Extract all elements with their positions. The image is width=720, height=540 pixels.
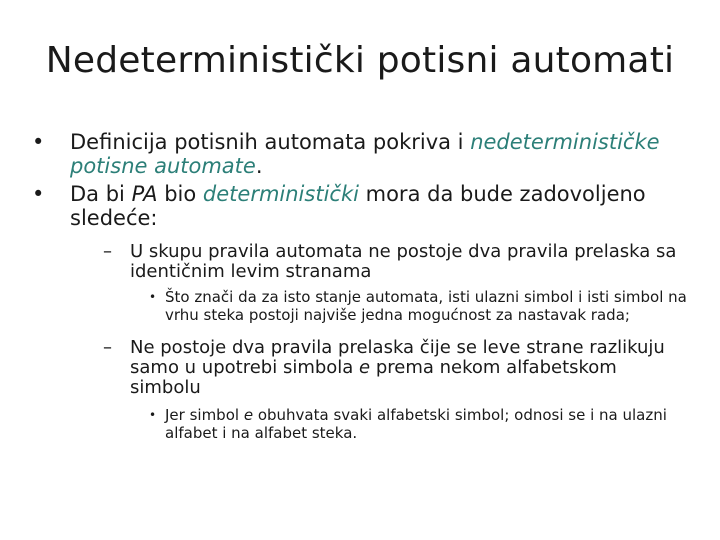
- bullet-1-accent: nedeterminističke potisne automate: [70, 130, 660, 178]
- bullet-2-text-after: mora da bude zadovoljeno sledeće:: [70, 182, 646, 230]
- bullet-1-text-after: .: [255, 154, 263, 178]
- sub-item-1: [103, 242, 692, 282]
- sub-item-1-text: U skupu pravila automata ne postoje dva pravila prelaska sa identičnim levim stranama: [130, 241, 677, 282]
- slide-content: [32, 130, 692, 442]
- bullet-2-accent: deterministički: [202, 182, 359, 206]
- bullet-2-text-before: Da bi: [70, 182, 132, 206]
- slide-title: Nedeterministički potisni automati: [45, 40, 675, 81]
- bullet-2-italic: PA: [131, 182, 158, 206]
- sub-item-2-italic: e: [359, 357, 371, 378]
- sub-sub-item-2-text-after: obuhvata svaki alfabetski simbol; odnosi se i na ulazni alfabet i na alfabet steka.: [165, 406, 667, 442]
- dash-icon: –: [103, 337, 112, 358]
- sub-item-2-text-before: Ne postoje dva pravila prelaska čije se leve strane razlikuju samo u upotrebi simbola: [130, 337, 665, 378]
- bullet-icon: •: [149, 290, 157, 304]
- bullet-icon: •: [32, 182, 45, 206]
- sub-item-2-text-after: prema nekom alfabetskom simbolu: [130, 357, 617, 398]
- sub-sub-item-2: [149, 406, 692, 442]
- sub-sub-item-1: [149, 288, 692, 324]
- bullet-icon: •: [149, 408, 157, 422]
- sub-item-2: [103, 338, 692, 398]
- bullet-item-2: [32, 182, 692, 230]
- bullet-1-text-before: Definicija potisnih automata pokriva i: [70, 130, 471, 154]
- bullet-2-text-mid: bio: [157, 182, 203, 206]
- bullet-icon: •: [32, 130, 45, 154]
- sub-sub-item-2-italic: e: [243, 406, 254, 424]
- sub-sub-item-2-text-before: Jer simbol: [165, 406, 244, 424]
- bullet-item-1: [32, 130, 692, 178]
- sub-sub-item-1-text: Što znači da za isto stanje automata, isti ulazni simbol i isti simbol na vrhu steka postoji najviše jedna mogućnost za nastavak rada;: [165, 288, 687, 324]
- dash-icon: –: [103, 241, 112, 262]
